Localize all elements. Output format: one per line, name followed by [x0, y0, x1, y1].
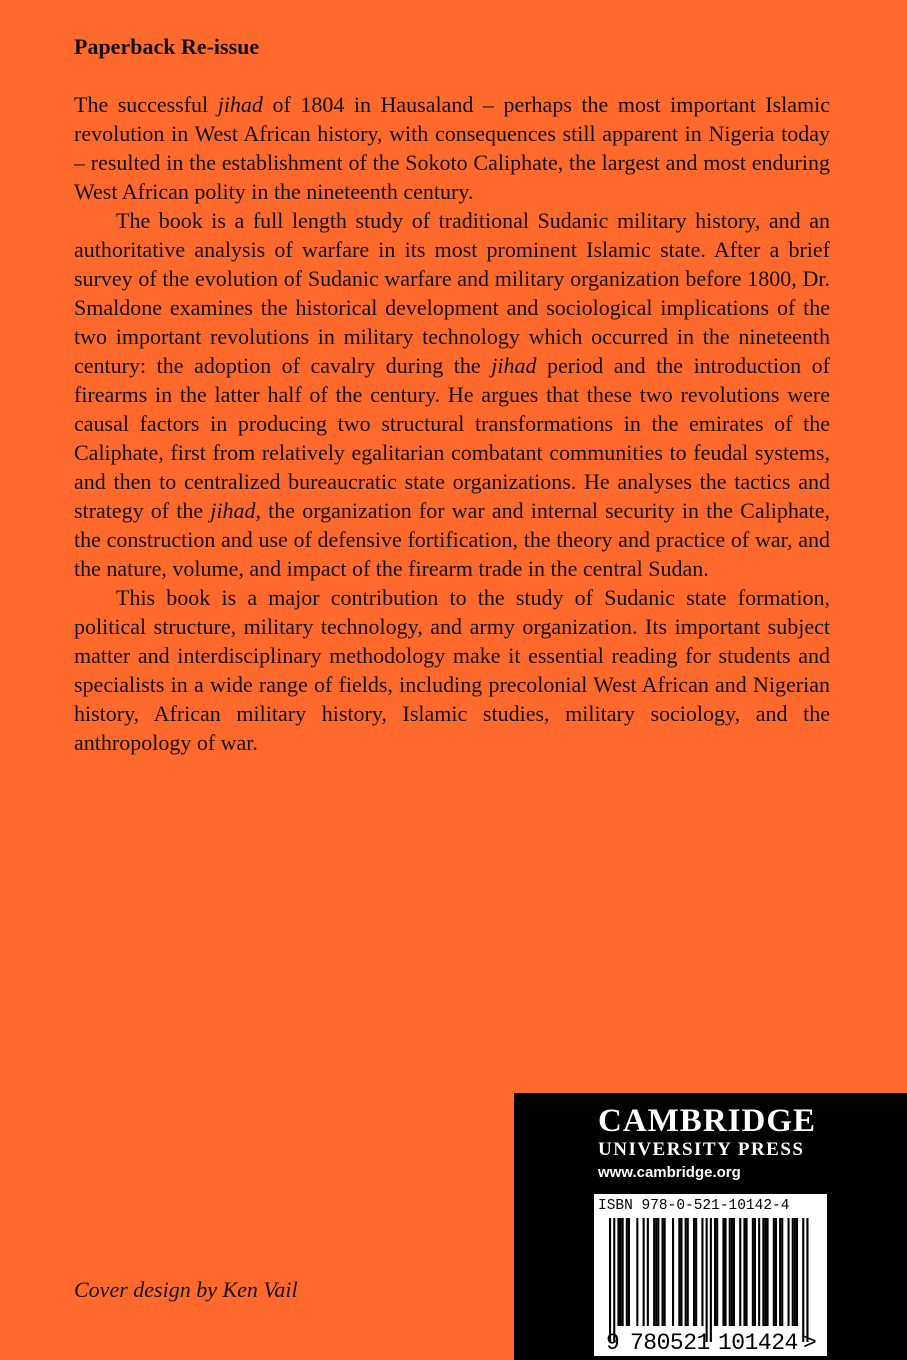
barcode-bar	[792, 1218, 794, 1326]
barcode-bar	[662, 1218, 664, 1326]
text-run: period and the introduction of firearms in the latter half of the century. He argues that these two revolutions were causal factors in producing two structural transformations in the emirates of the Caliphate, first from relatively egalitarian combatant communities to feudal systems, and then to centralized bureaucratic state organizations. He analyses the tactics and strategy of the	[74, 353, 830, 523]
text-run: This book is a major contribution to the study of Sudanic state formation, political structure, military technology, and army organization. Its important subject matter and interdisciplinary methodology make it essential reading for students and specialists in a wide range of fields, including precolonial West African and Nigerian history, African military history, Islamic studies, military sociology, and the anthropology of war.	[74, 585, 830, 755]
barcode-bar	[746, 1218, 748, 1326]
barcode-bar	[767, 1218, 769, 1326]
barcode-bar	[806, 1218, 808, 1342]
italic-term: jihad	[217, 92, 263, 117]
barcode-bar	[773, 1218, 775, 1326]
barcode-bar	[685, 1218, 687, 1326]
barcode-bar	[617, 1218, 619, 1326]
barcode-bar	[687, 1218, 689, 1326]
barcode-lead-digit: 9	[606, 1330, 620, 1356]
text-run: The successful	[74, 92, 218, 117]
barcode-bar	[764, 1218, 766, 1326]
reissue-heading: Paperback Re-issue	[74, 34, 260, 59]
barcode-bar	[672, 1218, 674, 1326]
barcode-bar	[733, 1218, 735, 1326]
barcode-bar	[796, 1218, 798, 1326]
barcode-bar	[716, 1218, 718, 1326]
barcode-right-digits: 101424	[718, 1330, 798, 1356]
barcode-bar	[743, 1218, 745, 1326]
publisher-subtitle: UNIVERSITY PRESS	[598, 1139, 805, 1160]
blurb-paragraph	[74, 90, 830, 206]
barcode-bar	[655, 1218, 657, 1326]
barcode-bar	[729, 1218, 731, 1326]
barcode-bar	[680, 1218, 682, 1326]
barcode-bar	[762, 1218, 764, 1326]
barcode-bar	[788, 1218, 790, 1326]
barcode-left-digits: 780521	[630, 1330, 710, 1356]
barcode-bar	[622, 1218, 624, 1326]
barcode-bar	[678, 1218, 680, 1326]
text-run: The book is a full length study of traditional Sudanic military history, and an authoritative analysis of warfare in its most prominent Islamic state. After a brief survey of the evolution of Sudanic warfare and military organization before 1800, Dr. Smaldone examines the historical development and sociological implications of the two important revolutions in military technology which occurred in the nineteenth century: the adoption of cavalry during the	[74, 208, 830, 378]
barcode-bar	[802, 1218, 804, 1342]
barcode-bar	[626, 1218, 628, 1326]
barcode-end-mark: >	[803, 1330, 817, 1356]
isbn-barcode	[594, 1194, 827, 1356]
barcode-bar	[775, 1218, 777, 1326]
barcode-bar	[706, 1218, 708, 1342]
barcode-digits	[606, 1330, 817, 1356]
isbn-label: ISBN 978-0-521-10142-4	[598, 1198, 790, 1214]
italic-term: jihad,	[210, 498, 262, 523]
barcode-bar	[754, 1218, 756, 1326]
barcode-bar	[758, 1218, 760, 1326]
barcode-bar	[647, 1218, 649, 1326]
blurb-paragraph	[74, 206, 830, 583]
publisher-name: CAMBRIDGE	[598, 1103, 817, 1139]
barcode-bar	[628, 1218, 630, 1326]
barcode-bar	[653, 1218, 655, 1326]
barcode-bar	[779, 1218, 781, 1326]
blurb-paragraph	[74, 583, 830, 757]
barcode-bar	[664, 1218, 666, 1326]
barcode-bar	[701, 1218, 703, 1326]
italic-term: jihad	[491, 353, 537, 378]
barcode-bar	[657, 1218, 659, 1326]
text-run: of 1804 in Hausaland – perhaps the most important Islamic revolution in West African history, with consequences still apparent in Nigeria today – resulted in the establishment of the Sokoto Caliphate, the largest and most enduring West African polity in the nineteenth century.	[74, 92, 830, 204]
barcode-bar	[609, 1218, 611, 1342]
barcode-bar	[731, 1218, 733, 1326]
barcode-bar	[752, 1218, 754, 1326]
barcode-bar	[636, 1218, 638, 1326]
barcode-bar	[781, 1218, 783, 1326]
barcode-bar	[714, 1218, 716, 1326]
barcode-bar	[693, 1218, 695, 1326]
barcode-bar	[695, 1218, 697, 1326]
publisher-panel	[514, 1093, 907, 1360]
barcode-bar	[725, 1218, 727, 1326]
barcode-bar	[794, 1218, 796, 1326]
barcode-bar	[613, 1218, 615, 1342]
barcode-bar	[643, 1218, 645, 1326]
blurb-text	[74, 90, 830, 757]
barcode-bar	[722, 1218, 724, 1326]
barcode-bar	[739, 1218, 741, 1326]
publisher-url: www.cambridge.org	[598, 1164, 741, 1181]
text-run: the organization for war and internal security in the Caliphate, the construction and use of defensive fortification, the theory and practice of war, and the nature, volume, and impact of the firearm trade in the central Sudan.	[74, 498, 830, 581]
barcode-bar	[620, 1218, 622, 1326]
cover-design-credit: Cover design by Ken Vail	[74, 1277, 298, 1302]
barcode-bar	[710, 1218, 712, 1342]
